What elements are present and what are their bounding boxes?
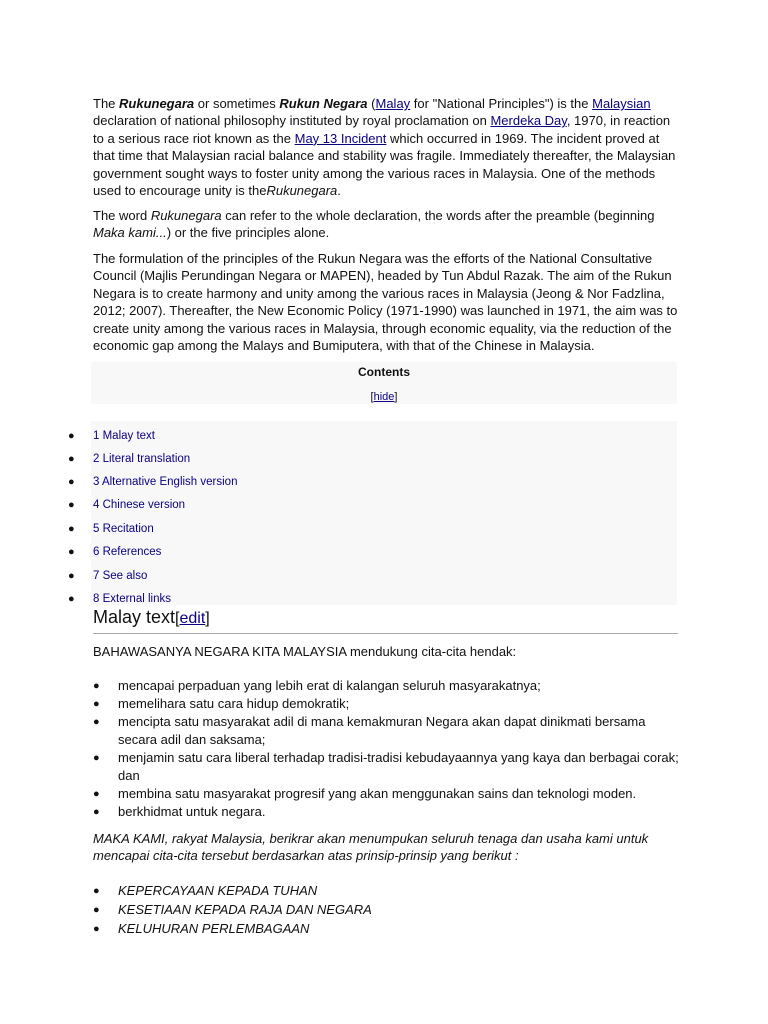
bullet-icon: ● [93,698,100,710]
bullet-icon: ● [68,499,75,511]
aims-list [0,677,768,821]
section-intro: BAHAWASANYA NEGARA KITA MALAYSIA mendukung cita-cita hendak: [93,644,517,659]
bracket: [ [370,391,374,403]
bracket: ] [394,391,398,403]
term-rukunegara: Rukunegara [119,96,195,111]
link-malay[interactable]: Malay [375,96,411,111]
toc-hide-link[interactable]: hide [373,391,395,403]
bullet-icon: ● [93,680,100,692]
text-span: can refer to the whole declaration, the words after the preamble (beginning [221,208,655,223]
list-item [0,713,768,749]
list-item-text: menjamin satu cara liberal terhadap tradisi-tradisi kebudayaannya yang kaya dan berbagai corak; dan [118,750,679,783]
toc-link[interactable]: 2 Literal translation [93,453,191,465]
pledge-paragraph: MAKA KAMI, rakyat Malaysia, berikrar akan menumpukan seluruh tenaga dan usaha kami untuk mencapai cita-cita tersebut berdasarkan atas prinsip-prinsip yang berikut : [93,831,649,864]
bullet-icon: ● [68,593,75,605]
list-item [0,695,768,713]
bullet-icon: ● [68,476,75,488]
toc-link[interactable]: 1 Malay text [93,430,155,442]
term-rukunegara: Rukunegara [266,183,338,199]
toc-item[interactable] [0,453,700,471]
link-may-13-incident[interactable]: May 13 Incident [294,130,387,146]
toc-item[interactable] [0,476,700,494]
text-span: , 1970, in reaction to a serious race riot known as the [93,113,671,146]
bullet-icon: ● [68,453,75,465]
bracket: [ [175,610,180,627]
toc-link[interactable]: 5 Recitation [93,523,154,535]
bullet-icon: ● [93,716,100,728]
link-malaysian[interactable]: Malaysian [592,96,651,111]
toc-item[interactable] [0,430,700,448]
term-rukun-negara: Rukun Negara [279,96,368,111]
toc-title: Contents [358,365,410,379]
bullet-icon: ● [93,923,100,935]
toc-item[interactable] [0,570,700,588]
list-item [0,882,768,900]
bracket: ] [205,610,210,627]
list-item-text: memelihara satu cara hidup demokratik; [118,696,350,711]
list-item-text: berkhidmat untuk negara. [118,804,266,819]
list-item-text: KELUHURAN PERLEMBAGAAN [118,921,310,936]
text-span: or sometimes [194,96,280,111]
list-item-text: membina satu masyarakat progresif yang akan menggunakan sains dan teknologi moden. [118,786,637,801]
edit-section-link[interactable]: edit [179,610,206,627]
toc-link[interactable]: 7 See also [93,570,148,582]
section-title: Malay text [93,607,176,627]
text-span: ( [367,96,376,111]
list-item [0,677,768,695]
toc-link[interactable]: 3 Alternative English version [93,476,238,488]
list-item-text: mencipta satu masyarakat adil di mana kemakmuran Negara akan dapat dinikmati bersama secara adil dan saksama; [118,714,646,747]
bullet-icon: ● [93,885,100,897]
intro-paragraph-1 [93,95,683,199]
bullet-icon: ● [68,546,75,558]
text-span: declaration of national philosophy instituted by royal proclamation on [93,113,491,129]
toc-item[interactable] [0,546,700,564]
text-span: ) or the five principles alone. [166,225,330,241]
intro-paragraph-2 [93,207,683,242]
text-span: which occurred in 1969. The incident proved at that time that Malaysian racial balance and stability was fragile. Immediately thereafter, the Malaysian government sought ways to foster unity among the various races in Malaysia. One of the methods used to encourage unity is the [93,130,676,199]
bullet-icon: ● [68,570,75,582]
bullet-icon: ● [68,523,75,535]
toc-hide-control [0,391,768,403]
bullet-icon: ● [93,904,100,916]
bullet-icon: ● [68,430,75,442]
bullet-icon: ● [93,752,100,764]
toc-item[interactable] [0,499,700,517]
toc-link[interactable]: 6 References [93,546,162,558]
section-heading [93,605,678,634]
intro-paragraph-3: The formulation of the principles of the Rukun Negara was the efforts of the National Consultative Council (Majlis Perundingan Negara or MAPEN), headed by Tun Abdul Razak. The aim of the Rukun Negara is to create harmony and unity among the various races in Malaysia (Jeong & Nor Fadzlina, 2012; 2007). Thereafter, the New Economic Policy (1971-1990) was launched in 1971, the aim was to create unity among the various races in Malaysia, through economic equality, via the reduction of the economic gap among the Malays and Bumiputera, with that of the Chinese in Malaysia. [93,251,678,354]
list-item-text: mencapai perpaduan yang lebih erat di kalangan seluruh masyarakatnya; [118,678,541,693]
text-span: The word [93,208,151,223]
list-item-text: KESETIAAN KEPADA RAJA DAN NEGARA [118,902,372,917]
toc-link[interactable]: 8 External links [93,593,171,605]
principles-list [0,882,768,938]
list-item-text: KEPERCAYAAN KEPADA TUHAN [118,883,318,898]
term-rukunegara: Rukunegara [150,208,222,223]
list-item [0,785,768,803]
bullet-icon: ● [93,788,100,800]
toc-link[interactable]: 4 Chinese version [93,499,186,511]
bullet-icon: ● [93,806,100,818]
list-item [0,803,768,821]
list-item [0,920,768,938]
text-span: . [337,183,341,199]
toc-item[interactable] [0,523,700,541]
text-span: for "National Principles") is the [410,96,593,111]
list-item [0,749,768,785]
text-span: The [93,96,120,111]
link-merdeka-day[interactable]: Merdeka Day [490,113,567,129]
term-maka-kami: Maka kami... [93,225,167,241]
list-item [0,901,768,919]
